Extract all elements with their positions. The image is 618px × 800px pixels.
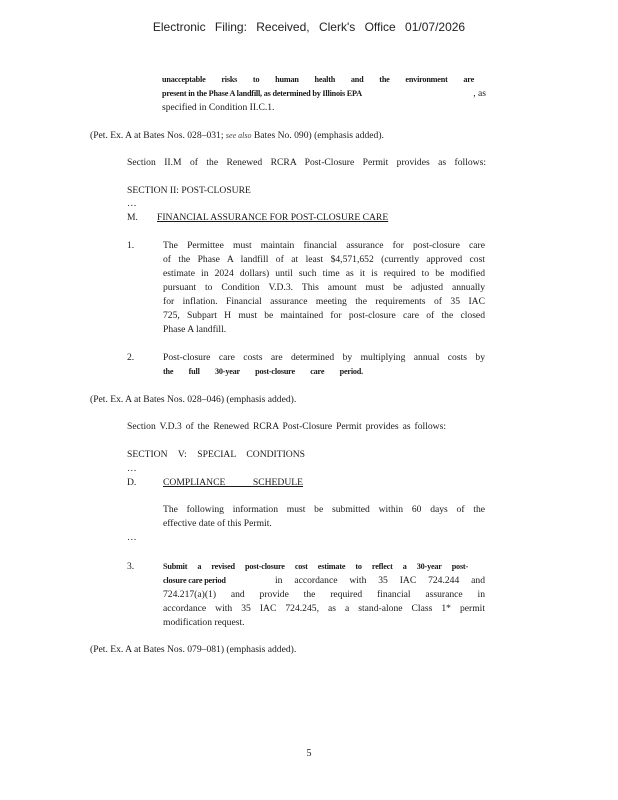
citation: (Pet. Ex. A at Bates Nos. 079–081) (emphasis added). (90, 644, 297, 655)
list-item-line: for inflation. Financial assurance meeting the requirements of 35 IAC (163, 296, 485, 307)
list-item-line: of the Phase A landfill of at least $4,571,652 (currently approved cost (163, 254, 485, 265)
emphasis-text: Submit a revised post-closure cost estimate to reflect a 30-year post- (163, 562, 468, 571)
list-item-line: Phase A landfill. (163, 324, 227, 335)
subsection-title: COMPLIANCE SCHEDULE (163, 477, 303, 488)
quote-line: specified in Condition II.C.1. (162, 102, 275, 113)
list-item-line: 724.217(a)(1) and provide the required financial assurance in (163, 589, 485, 600)
subsection-label: D. (127, 477, 137, 488)
page-number: 5 (306, 748, 312, 759)
citation: (Pet. Ex. A at Bates Nos. 028–046) (emphasis added). (90, 394, 297, 405)
quote-line: unacceptable risks to human health and the environment are (162, 75, 474, 84)
list-item-line: Post-closure care costs are determined by multiplying annual costs by (163, 352, 485, 363)
subsection-title: FINANCIAL ASSURANCE FOR POST-CLOSURE CARE (157, 212, 389, 223)
section-heading: SECTION II: POST-CLOSURE (127, 185, 251, 196)
list-item-line: 725, Subpart H must be maintained for post-closure care of the closed (163, 310, 485, 321)
ellipsis: … (127, 532, 137, 543)
list-item-line (163, 574, 485, 588)
intro-paragraph: Section II.M of the Renewed RCRA Post-Closure Permit provides as follows: (127, 157, 486, 168)
quote-line (162, 87, 486, 101)
emphasis-text: present in the Phase A landfill, as determined by Illinois EPA (162, 89, 362, 98)
list-item-line: pursuant to Condition V.D.3. This amount must be adjusted annually (163, 282, 485, 293)
citation (90, 129, 384, 143)
ellipsis: … (127, 198, 137, 209)
list-item-line: estimate in 2024 dollars) until such time as it is required to be modified (163, 268, 485, 279)
citation-text: Bates No. 090) (emphasis added). (253, 130, 384, 141)
emphasis-text: the full 30-year post-closure care period. (163, 367, 363, 376)
list-item-line: The Permittee must maintain financial assurance for post-closure care (163, 240, 485, 251)
section-heading: SECTION V: SPECIAL CONDITIONS (127, 449, 305, 460)
intro-paragraph: Section V.D.3 of the Renewed RCRA Post-Closure Permit provides as follows: (127, 421, 446, 432)
list-number: 2. (127, 352, 135, 363)
citation-italic: see also (225, 131, 252, 140)
list-number: 3. (127, 561, 135, 572)
ellipsis: … (127, 463, 137, 474)
list-item-line: modification request. (163, 617, 245, 628)
list-item-line-tail: in accordance with 35 IAC 724.244 and (275, 575, 485, 586)
emphasis-text: closure care period (163, 576, 226, 585)
list-number: 1. (127, 240, 135, 251)
paragraph-line: effective date of this Permit. (163, 518, 272, 529)
filing-header: Electronic Filing: Received, Clerk's Office 01/07/2026 (152, 20, 466, 34)
subsection-label: M. (127, 212, 138, 223)
citation-text: (Pet. Ex. A at Bates Nos. 028–031; (90, 130, 224, 141)
quote-line-tail: , as (473, 88, 486, 99)
paragraph-line: The following information must be submitted within 60 days of the (163, 504, 485, 515)
list-item-line: accordance with 35 IAC 724.245, as a stand-alone Class 1* permit (163, 603, 485, 614)
